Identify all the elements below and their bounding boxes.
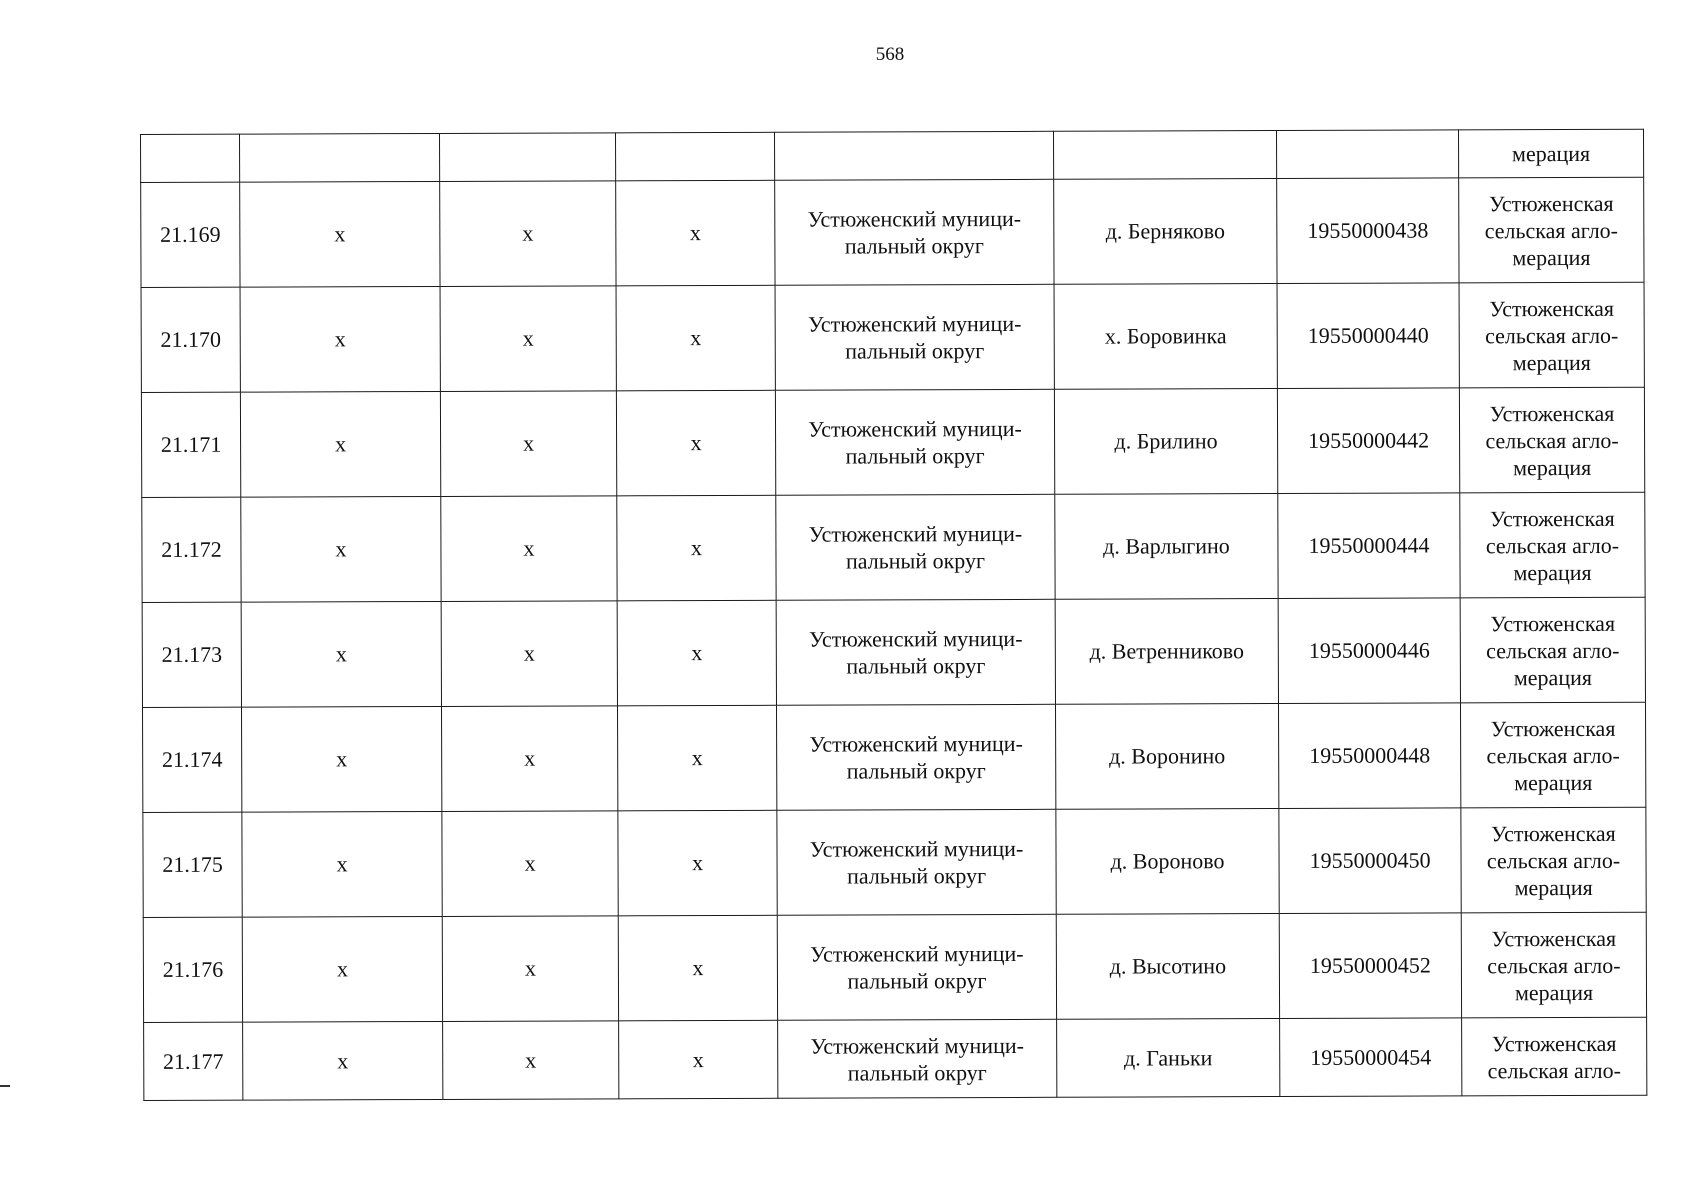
- agglomeration-line: мерация: [1513, 454, 1592, 480]
- agglomeration-line: сельская агло-: [1484, 217, 1619, 243]
- row-number-cell: 21.177: [144, 1022, 243, 1100]
- table-row: [144, 1017, 1647, 1100]
- page-number: 568: [875, 44, 905, 65]
- agglomeration-line: Устюженская: [1491, 820, 1616, 846]
- settlement-cell: д. Вороново: [1056, 809, 1279, 915]
- table-row: [141, 282, 1644, 392]
- municipality-line: пальный округ: [847, 1059, 987, 1086]
- oktmo-code-cell: 19550000452: [1279, 913, 1461, 1019]
- empty-cell: [615, 132, 774, 181]
- settlement-cell: д. Высотино: [1056, 914, 1279, 1020]
- table-row: [141, 177, 1644, 287]
- row-number-cell: 21.176: [143, 917, 242, 1022]
- agglomeration-cell: мерация: [1458, 129, 1643, 178]
- oktmo-code-cell: 19550000450: [1279, 808, 1461, 914]
- agglomeration-line: мерация: [1514, 979, 1594, 1005]
- municipality-line: пальный округ: [847, 968, 987, 994]
- mark-cell: х: [617, 600, 776, 706]
- row-number-cell: 21.170: [141, 287, 240, 392]
- agglomeration-cell: [1460, 702, 1645, 808]
- settlement-cell: д. Ветренниково: [1055, 599, 1278, 705]
- municipality-line: Устюженский муници-: [807, 310, 1022, 337]
- agglomeration-cell: [1459, 282, 1644, 388]
- table-row: [142, 597, 1645, 707]
- settlement-cell: д. Воронино: [1055, 704, 1278, 810]
- municipality-line: пальный округ: [847, 863, 987, 889]
- mark-cell: х: [618, 915, 777, 1021]
- empty-cell: [1276, 130, 1458, 179]
- municipality-cell: [776, 599, 1055, 705]
- settlements-table: [140, 129, 1647, 1101]
- agglomeration-cell: [1462, 1017, 1647, 1096]
- mark-cell: х: [241, 496, 441, 602]
- agglomeration-line: сельская агло-: [1485, 532, 1620, 558]
- municipality-cell: [777, 914, 1056, 1020]
- settlement-cell: д. Берняково: [1054, 179, 1277, 285]
- municipality-cell: [778, 1019, 1057, 1098]
- oktmo-code-cell: 19550000454: [1280, 1018, 1462, 1097]
- mark-cell: х: [441, 601, 617, 707]
- agglomeration-line: Устюженская: [1491, 925, 1617, 951]
- empty-cell: [774, 131, 1053, 180]
- mark-cell: х: [616, 390, 775, 496]
- agglomeration-line: сельская агло-: [1486, 847, 1621, 873]
- agglomeration-line: сельская агло-: [1485, 427, 1619, 453]
- oktmo-code-cell: 19550000440: [1277, 283, 1459, 389]
- agglomeration-line: сельская агло-: [1486, 742, 1620, 768]
- mark-cell: х: [243, 1021, 443, 1100]
- municipality-cell: [776, 494, 1055, 600]
- mark-cell: х: [240, 286, 440, 392]
- row-number-cell: 21.171: [141, 392, 240, 497]
- agglomeration-line: сельская агло-: [1486, 637, 1620, 663]
- agglomeration-line: мерация: [1514, 769, 1593, 795]
- row-number-cell: 21.174: [143, 707, 242, 812]
- agglomeration-line: Устюженская: [1489, 505, 1615, 531]
- mark-cell: х: [619, 1020, 778, 1099]
- agglomeration-line: Устюженская: [1490, 715, 1616, 741]
- municipality-cell: [775, 389, 1054, 495]
- mark-cell: х: [240, 391, 440, 497]
- mark-cell: х: [440, 181, 616, 287]
- mark-cell: х: [617, 495, 776, 601]
- mark-cell: х: [242, 916, 442, 1022]
- municipality-line: пальный округ: [845, 548, 986, 574]
- empty-cell: [439, 133, 615, 182]
- agglomeration-line: мерация: [1513, 664, 1593, 690]
- table-container: [140, 129, 1647, 1101]
- agglomeration-cell: [1460, 597, 1645, 703]
- oktmo-code-cell: 19550000444: [1278, 493, 1460, 599]
- mark-cell: х: [240, 181, 440, 287]
- table-row: [143, 912, 1646, 1022]
- agglomeration-line: мерация: [1514, 874, 1593, 900]
- municipality-line: пальный округ: [844, 233, 984, 259]
- agglomeration-line: мерация: [1512, 244, 1591, 270]
- mark-cell: х: [241, 601, 441, 707]
- mark-cell: х: [442, 916, 618, 1022]
- agglomeration-line: сельская агло-: [1487, 1057, 1621, 1083]
- oktmo-code-cell: 19550000446: [1278, 598, 1460, 704]
- mark-cell: х: [440, 391, 616, 497]
- row-number-cell: 21.175: [143, 812, 242, 917]
- settlement-cell: х. Боровинка: [1054, 284, 1277, 390]
- mark-cell: х: [616, 180, 775, 286]
- mark-cell: х: [617, 705, 776, 811]
- municipality-line: Устюженский муници-: [810, 940, 1024, 967]
- mark-cell: х: [440, 286, 616, 392]
- municipality-cell: [776, 704, 1055, 810]
- municipality-line: Устюженский муници-: [808, 415, 1022, 442]
- table-row: [143, 807, 1646, 917]
- row-number-cell: 21.169: [141, 182, 240, 287]
- agglomeration-cell: [1459, 177, 1644, 283]
- mark-cell: х: [441, 496, 617, 602]
- municipality-line: пальный округ: [845, 443, 985, 469]
- municipality-cell: [775, 284, 1054, 390]
- municipality-line: Устюженский муници-: [810, 1032, 1024, 1059]
- mark-cell: х: [242, 706, 442, 812]
- mark-cell: х: [242, 811, 442, 917]
- margin-mark: [0, 1085, 10, 1087]
- municipality-line: Устюженский муници-: [807, 205, 1022, 232]
- municipality-cell: [775, 179, 1054, 285]
- oktmo-code-cell: 19550000438: [1277, 178, 1459, 284]
- agglomeration-cell: [1460, 492, 1645, 598]
- mark-cell: х: [618, 810, 777, 916]
- settlement-cell: д. Варлыгино: [1055, 494, 1278, 600]
- mark-cell: х: [616, 285, 775, 391]
- row-number-cell: 21.173: [142, 602, 241, 707]
- continued-row: [141, 129, 1644, 182]
- municipality-line: Устюженский муници-: [809, 835, 1024, 862]
- municipality-cell: [777, 809, 1056, 915]
- agglomeration-cell: [1461, 807, 1646, 913]
- agglomeration-line: Устюженская: [1489, 295, 1614, 321]
- municipality-line: Устюженский муници-: [808, 625, 1023, 652]
- agglomeration-line: мерация: [1513, 559, 1592, 585]
- mark-cell: х: [443, 1021, 619, 1100]
- empty-cell: [240, 133, 440, 182]
- agglomeration-line: Устюженская: [1491, 1030, 1617, 1056]
- municipality-line: пальный округ: [846, 653, 986, 679]
- agglomeration-cell: [1461, 912, 1646, 1018]
- municipality-line: пальный округ: [845, 338, 985, 364]
- municipality-line: пальный округ: [846, 758, 986, 784]
- agglomeration-line: мерация: [1512, 349, 1591, 375]
- settlement-cell: д. Ганьки: [1057, 1019, 1280, 1098]
- empty-cell: [1053, 131, 1276, 180]
- agglomeration-line: Устюженская: [1489, 400, 1615, 426]
- table-row: [143, 702, 1646, 812]
- settlement-cell: д. Брилино: [1054, 389, 1277, 495]
- mark-cell: х: [442, 706, 618, 812]
- municipality-line: Устюженский муници-: [809, 730, 1023, 757]
- municipality-line: Устюженский муници-: [808, 520, 1023, 547]
- empty-cell: [141, 134, 240, 182]
- agglomeration-line: сельская агло-: [1485, 322, 1619, 348]
- table-row: [141, 387, 1644, 497]
- oktmo-code-cell: 19550000448: [1278, 703, 1460, 809]
- agglomeration-cell: [1459, 387, 1644, 493]
- oktmo-code-cell: 19550000442: [1277, 388, 1459, 494]
- agglomeration-line: Устюженская: [1490, 610, 1616, 636]
- row-number-cell: 21.172: [142, 497, 241, 602]
- table-row: [142, 492, 1645, 602]
- mark-cell: х: [442, 811, 618, 917]
- agglomeration-line: Устюженская: [1488, 190, 1614, 216]
- agglomeration-line: сельская агло-: [1487, 952, 1621, 978]
